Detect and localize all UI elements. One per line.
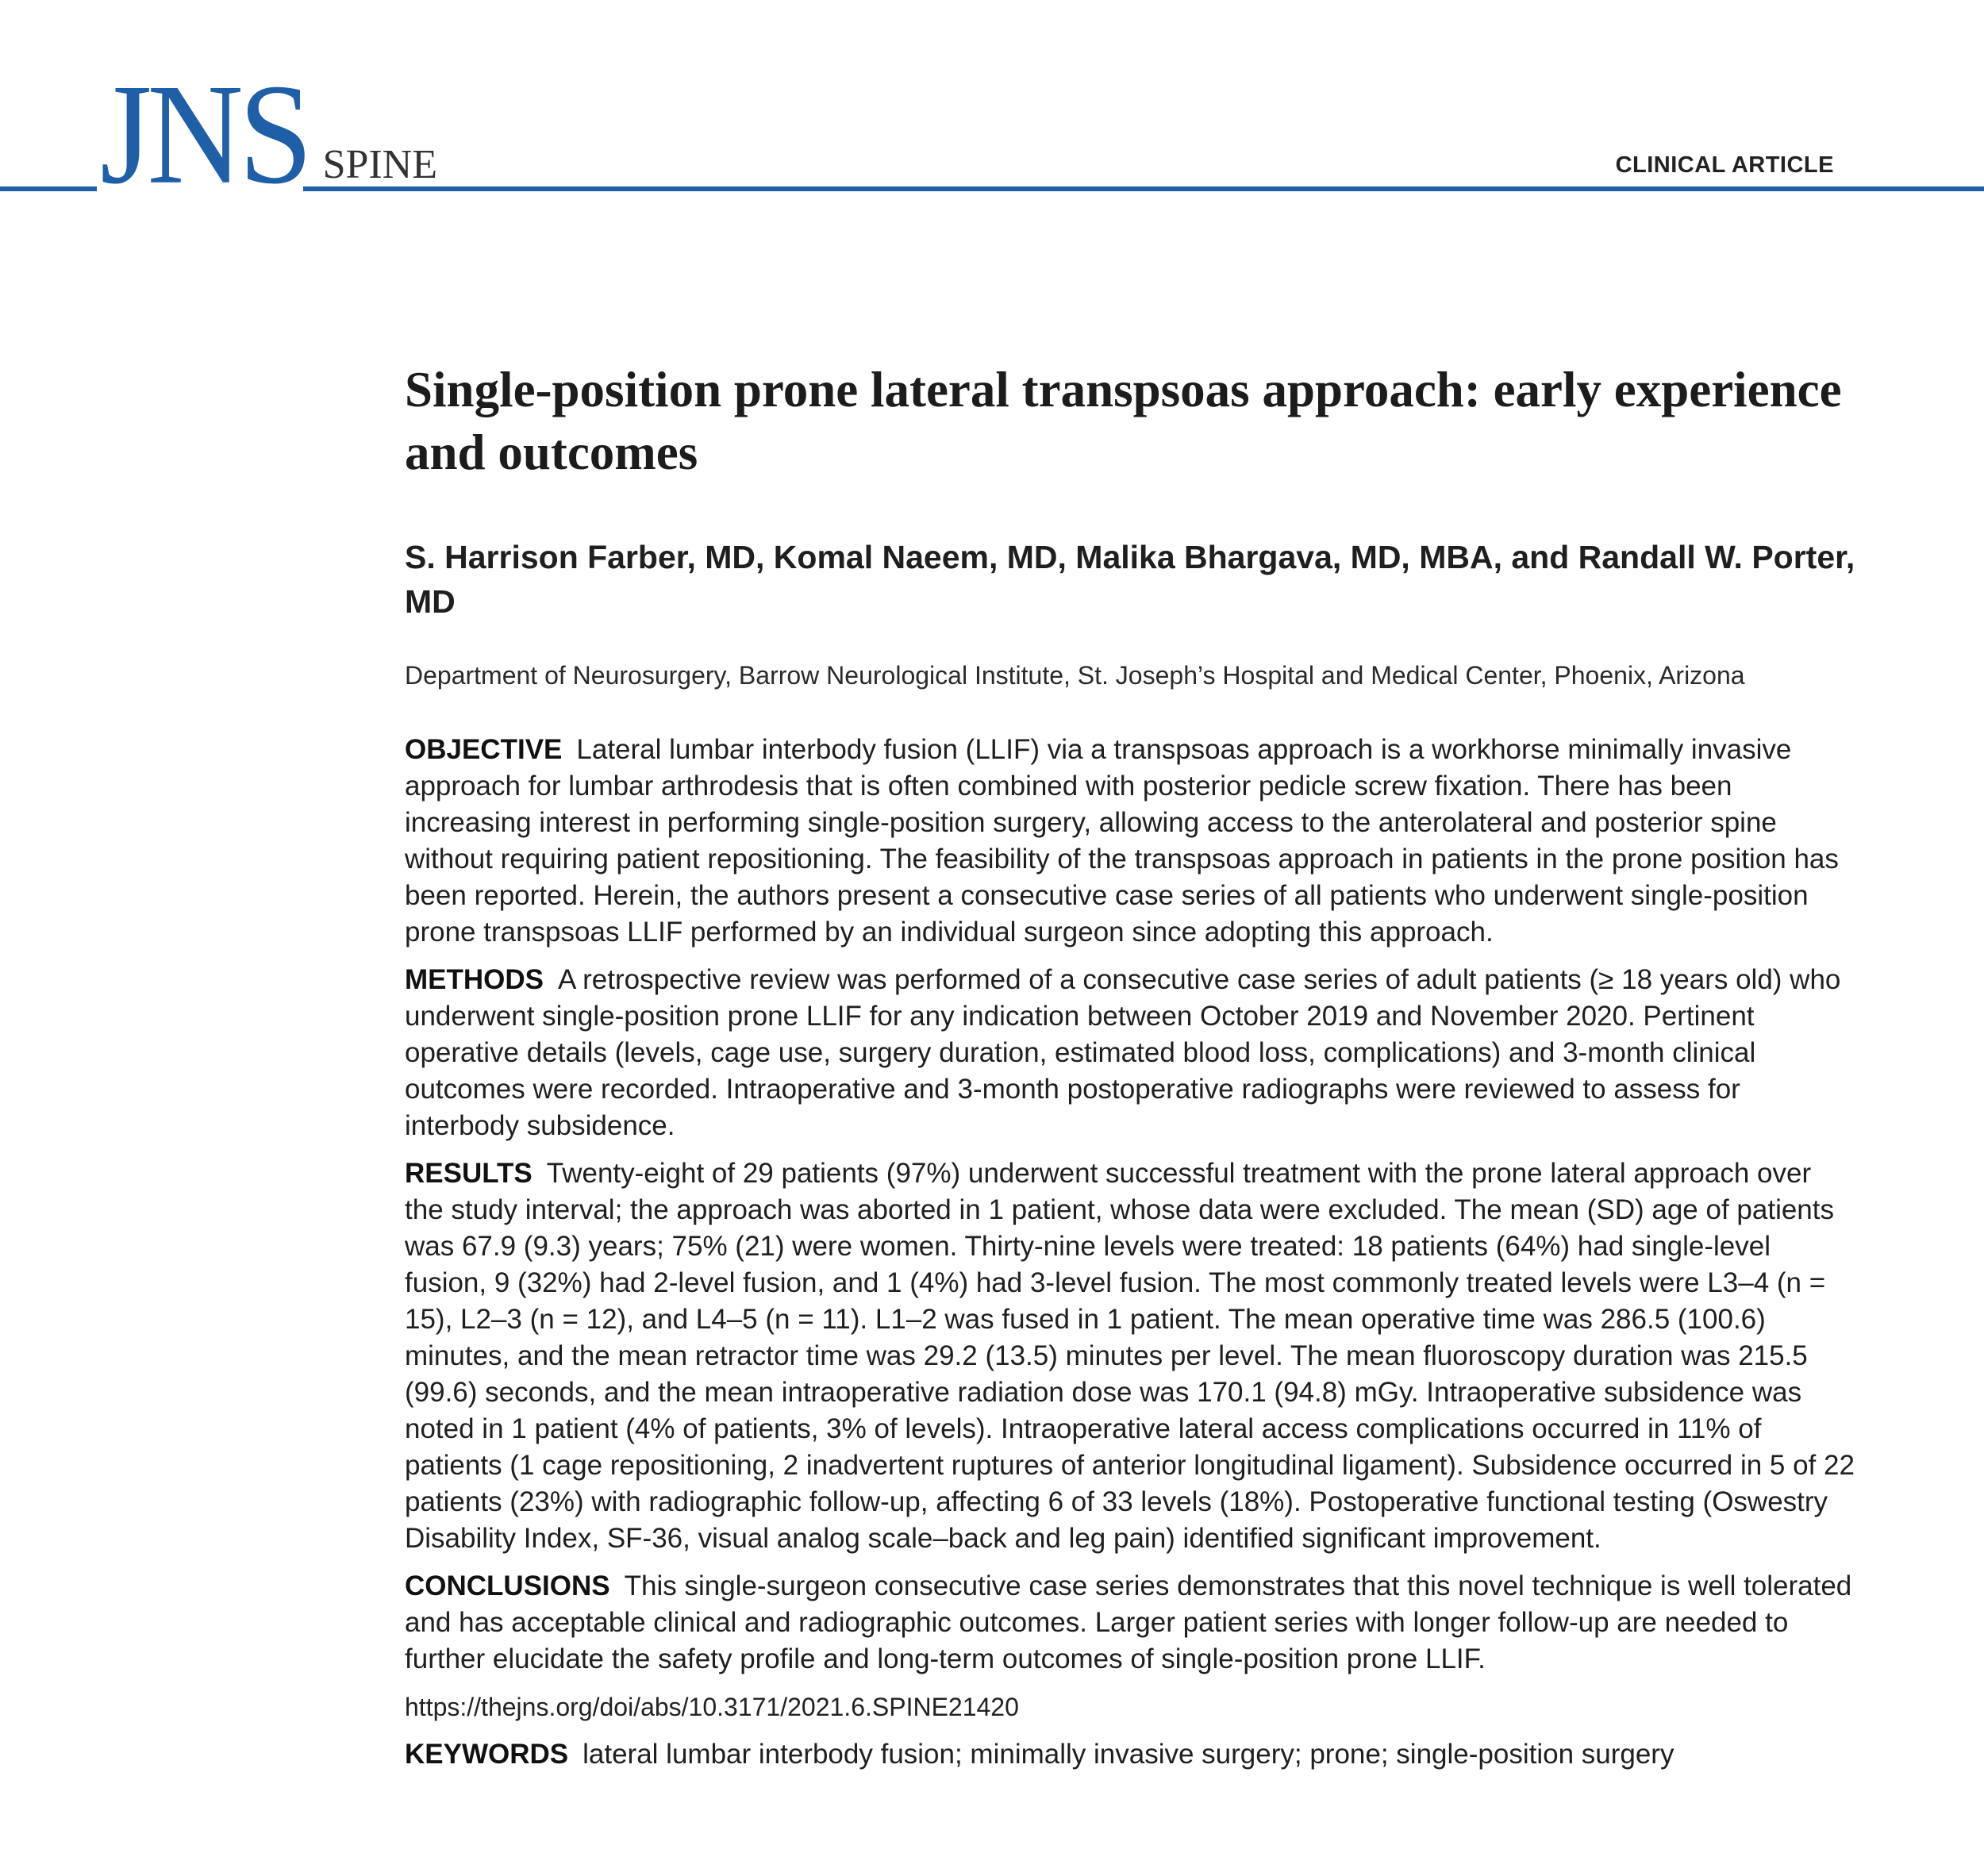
methods-heading: METHODS	[405, 964, 544, 995]
methods-text: A retrospective review was performed of a consecutive case series of adult patients (≥ 18 years old) who underwent single-position prone LLIF for any indication between October 2019 and November 2020. Pertinent operative details (levels, cage use, surgery duration, estimated blood loss, complications) and 3-month clinical outcomes were recorded. Intraoperative and 3-month postoperative radiographs were reviewed to assess for interbody subsidence.	[405, 964, 1841, 1141]
abstract	[405, 732, 1857, 1773]
affiliation: Department of Neurosurgery, Barrow Neurological Institute, St. Joseph’s Hospital and Medical Center, Phoenix, Arizona	[405, 661, 1745, 690]
results-section	[405, 1155, 1857, 1557]
objective-text: Lateral lumbar interbody fusion (LLIF) via a transpsoas approach is a workhorse minimally invasive approach for lumbar arthrodesis that is often combined with posterior pedicle screw fixation. There has been increasing interest in performing single-position surgery, allowing access to the anterolateral and posterior spine without requiring patient repositioning. The feasibility of the transpsoas approach in patients in the prone position has been reported. Herein, the authors present a consecutive case series of all patients who underwent single-position prone transpsoas LLIF performed by an individual surgeon since adopting this approach.	[405, 734, 1839, 948]
objective-section	[405, 732, 1857, 951]
logo-subtitle: SPINE	[322, 142, 438, 187]
author-list: S. Harrison Farber, MD, Komal Naeem, MD, Malika Bhargava, MD, MBA, and Randall W. Porter, MD	[405, 539, 1855, 620]
logo-mark: JNS	[100, 54, 309, 214]
results-heading: RESULTS	[405, 1158, 533, 1189]
article-content	[405, 359, 1857, 1784]
doi-link[interactable]: https://thejns.org/doi/abs/10.3171/2021.6.SPINE21420	[405, 1693, 1019, 1721]
results-text: Twenty-eight of 29 patients (97%) underwent successful treatment with the prone lateral approach over the study interval; the approach was aborted in 1 patient, whose data were excluded. The mean (SD) age of patients was 67.9 (9.3) years; 75% (21) were women. Thirty-nine levels were treated: 18 patients (64%) had single-level fusion, 9 (32%) had 2-level fusion, and 1 (4%) had 3-level fusion. The most commonly treated levels were L3–4 (n = 15), L2–3 (n = 12), and L4–5 (n = 11). L1–2 was fused in 1 patient. The mean operative time was 286.5 (100.6) minutes, and the mean retractor time was 29.2 (13.5) minutes per level. The mean fluoroscopy duration was 215.5 (99.6) seconds, and the mean intraoperative radiation dose was 170.1 (94.8) mGy. Intraoperative subsidence was noted in 1 patient (4% of patients, 3% of levels). Intraoperative lateral access complications occurred in 11% of patients (1 cage repositioning, 2 inadvertent ruptures of anterior longitudinal ligament). Subsidence occurred in 5 of 22 patients (23%) with radiographic follow-up, affecting 6 of 33 levels (18%). Postoperative functional testing (Oswestry Disability Index, SF-36, visual analog scale–back and leg pain) identified significant improvement.	[405, 1158, 1855, 1554]
article-type-label: CLINICAL ARTICLE	[1615, 152, 1834, 178]
conclusions-section	[405, 1568, 1857, 1678]
conclusions-heading: CONCLUSIONS	[405, 1570, 610, 1601]
methods-section	[405, 962, 1857, 1144]
article-title: Single-position prone lateral transpsoas approach: early experience and outcomes	[405, 362, 1842, 480]
keywords-heading: KEYWORDS	[405, 1739, 569, 1770]
keywords-text: lateral lumbar interbody fusion; minimally invasive surgery; prone; single-position surgery	[583, 1739, 1674, 1770]
conclusions-text: This single-surgeon consecutive case series demonstrates that this novel technique is well tolerated and has acceptable clinical and radiographic outcomes. Larger patient series with longer follow-up are needed to further elucidate the safety profile and long-term outcomes of single-position prone LLIF.	[405, 1570, 1852, 1674]
journal-logo	[100, 54, 438, 216]
objective-heading: OBJECTIVE	[405, 734, 563, 765]
keywords-section	[405, 1736, 1857, 1773]
